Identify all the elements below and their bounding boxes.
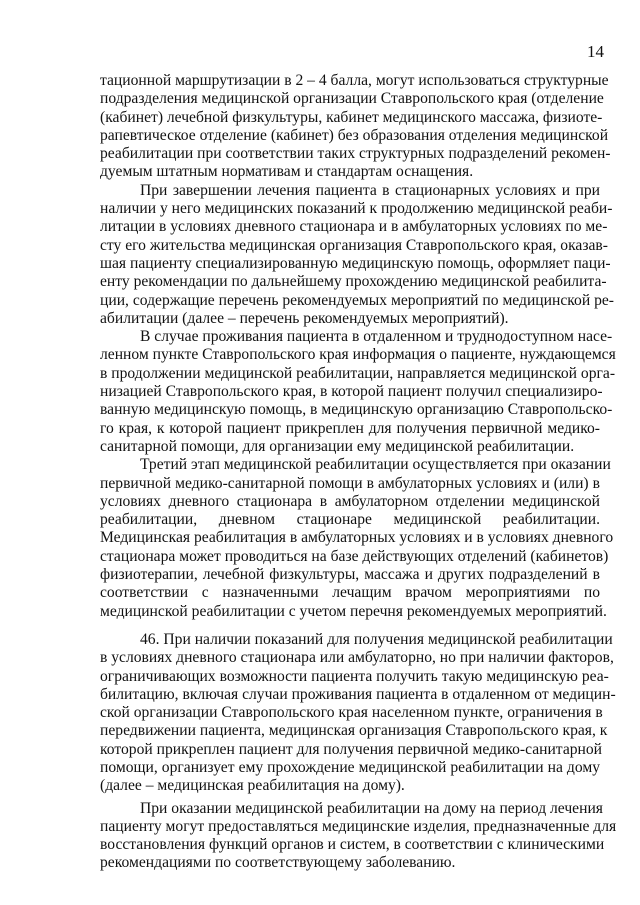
text-line: восстановления функций органов и систем, в соответствии с клиническими [100, 836, 605, 854]
paragraph-medical-devices [100, 799, 617, 873]
text-line: абилитации (далее – перечень рекомендуемых мероприятий). [100, 309, 509, 327]
text-line: физиотерапии, лечебной физкультуры, массажа и других подразделений в [100, 566, 600, 584]
text-line: ской организации Ставропольского края населенном пункте, ограничения в [100, 704, 603, 722]
text-line: дуемым штатным нормативам и стандартам оснащения. [100, 163, 474, 181]
text-line: ленном пункте Ставропольского края информация о пациенте, нуждающемся [100, 346, 616, 364]
paragraph-item-46 [100, 630, 616, 796]
text-line: которой прикреплен пациент для получения первичной медико-санитарной [100, 740, 603, 758]
text-line: передвижении пациента, медицинская организация Ставропольского края, к [100, 722, 608, 740]
text-line: пациенту могут предоставляться медицинские изделия, предназначенные для [100, 817, 617, 835]
text-line: билитацию, включая случаи проживания пациента в отдаленном от медицин- [100, 685, 616, 703]
text-line: (кабинет) лечебной физкультуры, кабинет медицинского массажа, физиоте- [100, 108, 603, 126]
text-line: медицинской реабилитации с учетом перечня рекомендуемых мероприятий. [100, 602, 607, 620]
text-line: подразделения медицинской организации Ставропольского края (отделение [100, 90, 604, 108]
page-number: 14 [587, 42, 604, 61]
text-line: соответствии с назначенными лечащим врачом мероприятиями по [100, 584, 600, 602]
text-line: реабилитации, дневном стационаре медицинской реабилитации. [100, 511, 600, 529]
text-line: наличии у него медицинских показаний к продолжению медицинской реаби- [100, 200, 613, 218]
text-line: 46. При наличии показаний для получения медицинской реабилитации [140, 630, 613, 648]
text-line: Медицинская реабилитация в амбулаторных условиях и в условиях дневного [100, 529, 614, 547]
text-line: реабилитации при соответствии таких структурных подразделений рекомен- [100, 145, 611, 163]
text-line: низацией Ставропольского края, в которой пациент получил специализиро- [100, 383, 603, 401]
text-line: в продолжении медицинской реабилитации, направляется медицинской орга- [100, 364, 616, 382]
paragraph-remote-residence [100, 328, 616, 456]
text-line: В случае проживания пациента в отдаленном и труднодоступном насе- [140, 328, 613, 346]
text-line: первичной медико-санитарной помощи в амбулаторных условиях и (или) в [100, 474, 600, 492]
text-line: Третий этап медицинской реабилитации осуществляется при оказании [140, 456, 611, 474]
document-body [100, 72, 617, 873]
paragraph-continuation [100, 72, 611, 182]
text-line: го края, к которой пациент прикреплен для получения первичной медико- [100, 419, 600, 437]
paragraph-discharge-recommendations [100, 181, 614, 328]
text-line: При оказании медицинской реабилитации на дому на период лечения [140, 799, 603, 817]
text-line: условиях дневного стационара в амбулаторном отделении медицинской [100, 492, 600, 510]
text-line: (далее – медицинская реабилитация на дому). [100, 777, 405, 795]
text-line: сту его жительства медицинская организация Ставропольского края, оказав- [100, 236, 608, 254]
text-line: При завершении лечения пациента в стационарных условиях и при [140, 181, 600, 199]
text-line: ции, содержащие перечень рекомендуемых мероприятий по медицинской ре- [100, 291, 614, 309]
text-line: санитарной помощи, для организации ему медицинской реабилитации. [100, 437, 575, 455]
text-line: ограничивающих возможности пациента получить такую медицинскую реа- [100, 667, 609, 685]
paragraph-third-stage [100, 456, 614, 621]
text-line: рапевтическое отделение (кабинет) без образования отделения медицинской [100, 126, 609, 144]
text-line: тационной маршрутизации в 2 – 4 балла, могут использоваться структурные [100, 72, 609, 89]
text-line: стационара может проводиться на базе действующих отделений (кабинетов) [100, 547, 609, 565]
text-line: помощи, организует ему прохождение медицинской реабилитации на дому [100, 758, 600, 776]
text-line: литации в условиях дневного стационара и в амбулаторных условиях по ме- [100, 218, 608, 236]
text-line: шая пациенту специализированную медицинскую помощь, оформляет паци- [100, 254, 611, 272]
text-line: енту рекомендации по дальнейшему прохождению медицинской реабилита- [100, 273, 607, 291]
text-line: ванную медицинскую помощь, в медицинскую организацию Ставропольско- [100, 401, 613, 419]
text-line: рекомендациями по соответствующему заболеванию. [100, 854, 456, 872]
paragraph-spacer [100, 621, 600, 631]
text-line: в условиях дневного стационара или амбулаторно, но при наличии факторов, [100, 649, 614, 667]
